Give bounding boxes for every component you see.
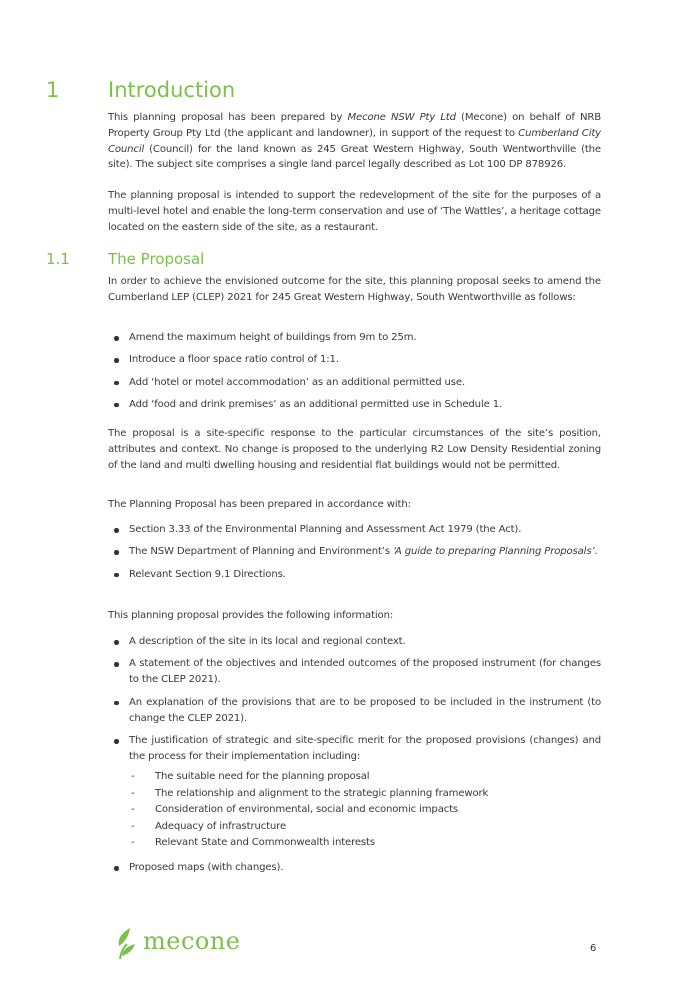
p1-council: Cumberland City Council xyxy=(108,127,601,155)
accordance-text: The NSW Department of Planning and Environment’s xyxy=(129,546,394,558)
subsection-heading xyxy=(46,249,606,269)
accordance-item: Relevant Section 9.1 Directions. xyxy=(108,567,601,583)
p1-text-b: (Mecone) on behalf of NRB Property Group Pty Ltd (the applicant and landowner), in support of the request to xyxy=(108,112,601,139)
sub-item: - The suitable need for the planning proposal xyxy=(129,769,601,786)
sub-item: - Consideration of environmental, social and economic impacts xyxy=(129,802,601,819)
leaf-icon xyxy=(113,926,141,960)
page-number: 6 xyxy=(590,943,597,954)
proposal-intro: In order to achieve the envisioned outcome for the site, this planning proposal seeks to amend the Cumberland LEP (CLEP) 2021 for 245 Great Western Highway, South Wentworthville as follows: xyxy=(108,276,601,303)
intro-paragraph-2: The planning proposal is intended to support the redevelopment of the site for the purposes of a multi-level hotel and enable the long-term conservation and use of ‘The Wattles’, a heritage cottage located on the eastern side of the site, as a restaurant. xyxy=(108,190,601,233)
info-item-text: The justification of strategic and site-specific merit for the proposed provisions (changes) and the process for their implementation including: xyxy=(129,735,601,763)
intro-paragraph-1 xyxy=(108,110,601,173)
info-intro: This planning proposal provides the following information: xyxy=(108,610,394,621)
info-item: An explanation of the provisions that are to be proposed to be included in the instrument (to change the CLEP 2021). xyxy=(108,695,601,727)
sub-item: - Adequacy of infrastructure xyxy=(129,819,601,836)
amendments-list xyxy=(108,330,601,419)
accordance-item: Section 3.33 of the Environmental Planning and Assessment Act 1979 (the Act). xyxy=(108,522,601,538)
proposal-response: The proposal is a site-specific response to the particular circumstances of the site’s position, attributes and context. No change is proposed to the underlying R2 Low Density Residential zoning of the land and multi dwelling housing and residential flat buildings would not be permitted. xyxy=(108,428,601,471)
info-item xyxy=(108,733,601,852)
p1-text-a: This planning proposal has been prepared by xyxy=(108,112,348,123)
subsection-title: The Proposal xyxy=(108,250,205,268)
amendment-item: Add ‘food and drink premises’ as an additional permitted use in Schedule 1. xyxy=(108,397,601,413)
amendment-item: Introduce a floor space ratio control of 1:1. xyxy=(108,352,601,368)
subsection-number: 1.1 xyxy=(46,250,70,268)
accordance-item xyxy=(108,544,601,560)
section-heading xyxy=(46,76,606,104)
p1-text-c: (Council) for the land known as 245 Great Western Highway, South Wentworthville (the site). The subject site comprises a single land parcel legally described as Lot 100 DP 878926. xyxy=(108,143,601,171)
section-title: Introduction xyxy=(108,78,236,102)
mecone-logo xyxy=(113,926,253,962)
accordance-list xyxy=(108,522,601,589)
section-number: 1 xyxy=(46,78,60,102)
guide-title: ‘A guide to preparing Planning Proposals’ xyxy=(393,546,595,558)
logo-wordmark: mecone xyxy=(143,927,241,955)
accordance-intro: The Planning Proposal has been prepared in accordance with: xyxy=(108,499,411,510)
p1-mecone: Mecone NSW Pty Ltd xyxy=(347,112,456,123)
info-item: A statement of the objectives and intended outcomes of the proposed instrument (for changes to the CLEP 2021). xyxy=(108,656,601,688)
amendment-item: Add ‘hotel or motel accommodation’ as an additional permitted use. xyxy=(108,375,601,391)
info-item: A description of the site in its local and regional context. xyxy=(108,634,601,650)
sub-item: - The relationship and alignment to the strategic planning framework xyxy=(129,786,601,803)
info-item: Proposed maps (with changes). xyxy=(108,860,601,876)
sub-item: - Relevant State and Commonwealth interests xyxy=(129,835,601,852)
amendment-item: Amend the maximum height of buildings from 9m to 25m. xyxy=(108,330,601,346)
accordance-text-end: . xyxy=(594,546,598,558)
sub-list xyxy=(129,769,601,852)
info-list xyxy=(108,634,601,882)
